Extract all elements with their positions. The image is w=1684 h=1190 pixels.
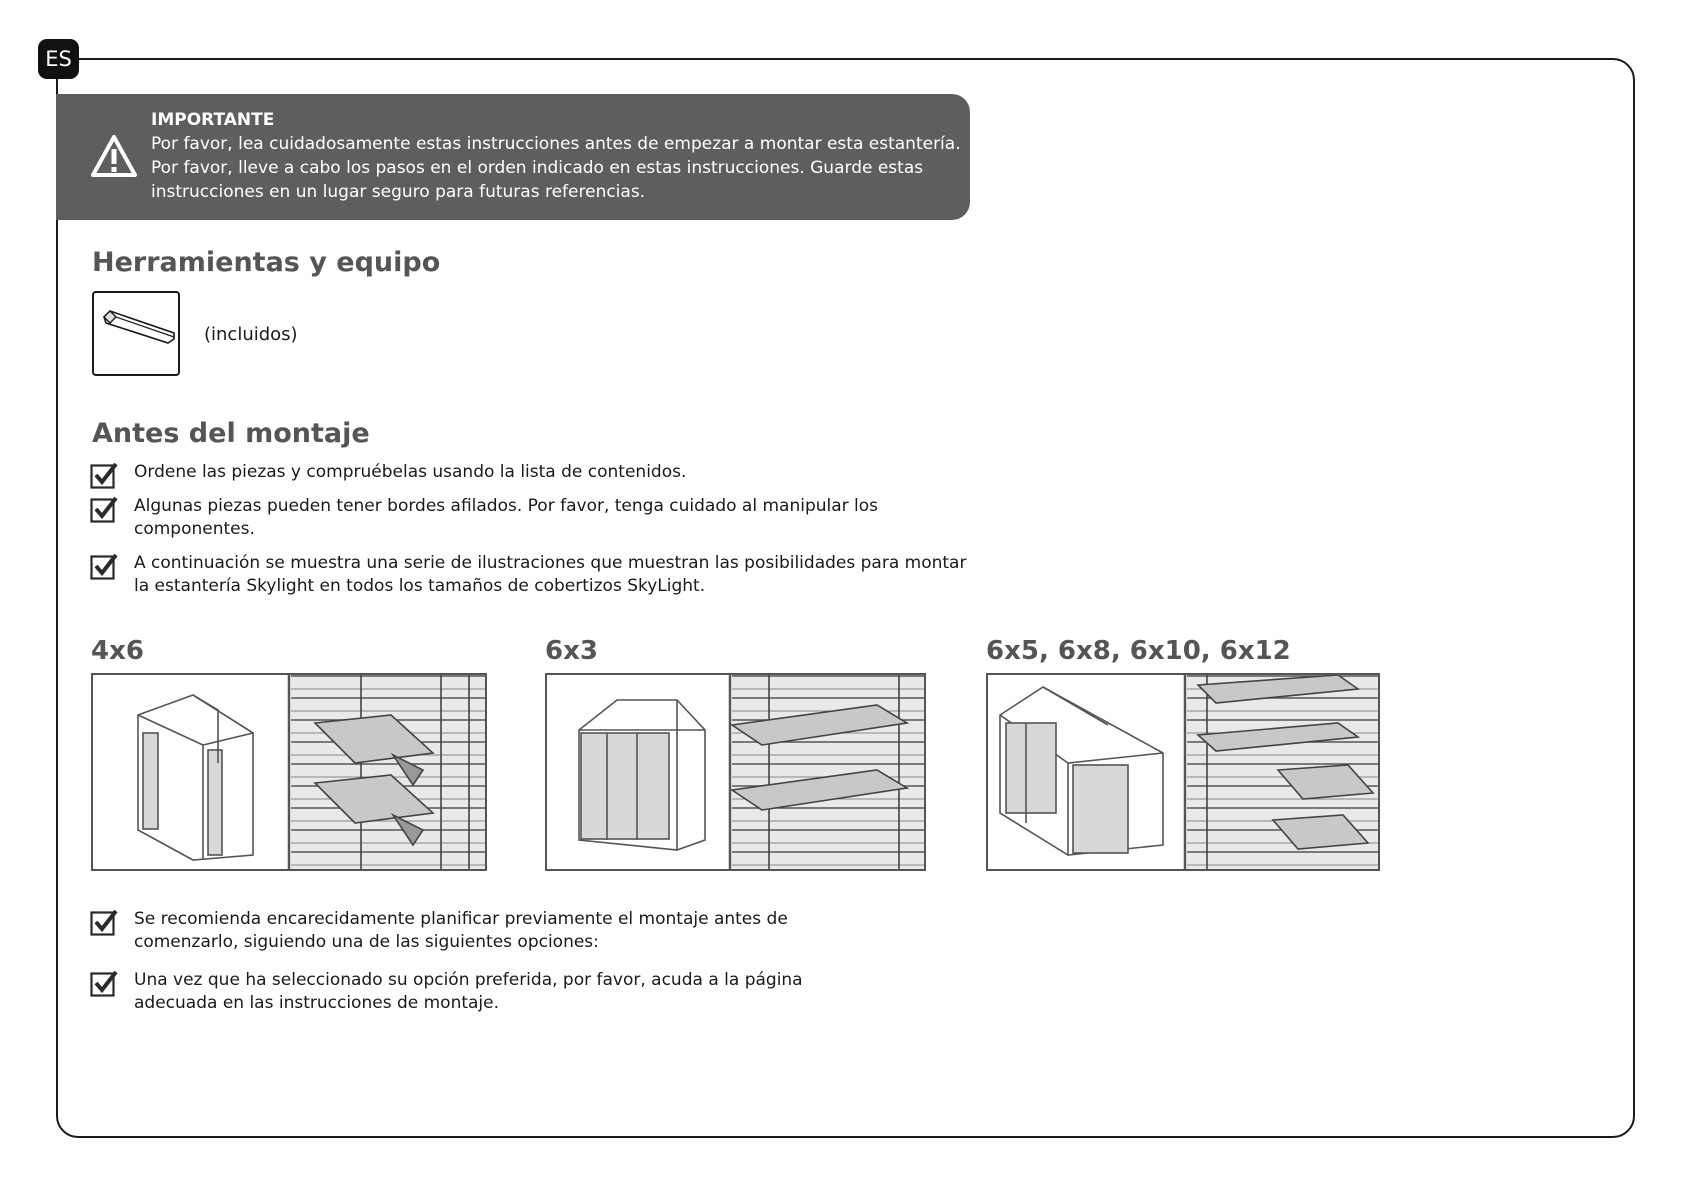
important-banner <box>56 94 970 220</box>
checkbox-icon <box>90 552 118 580</box>
warning-triangle-icon <box>90 134 138 178</box>
tools-label: (incluidos) <box>204 324 298 345</box>
language-tag: ES <box>38 39 79 79</box>
banner-line: Por favor, lleve a cabo los pasos en el orden indicado en estas instrucciones. Guarde estas <box>151 158 924 178</box>
checklist-text: la estantería Skylight en todos los tamaños de cobertizos SkyLight. <box>134 576 706 596</box>
size-label: 6x5, 6x8, 6x10, 6x12 <box>986 636 1291 666</box>
checklist-text: Algunas piezas pueden tener bordes afilados. Por favor, tenga cuidado al manipular los <box>134 496 879 516</box>
shed-illustration-6x5-6x12 <box>986 673 1380 871</box>
banner-line: Por favor, lea cuidadosamente estas instrucciones antes de empezar a montar esta estantería. <box>151 134 961 154</box>
checklist-text: componentes. <box>134 519 255 539</box>
tools-heading: Herramientas y equipo <box>92 247 441 278</box>
checkbox-icon <box>90 908 118 936</box>
shed-drawing <box>93 675 487 871</box>
checklist-text: Ordene las piezas y compruébelas usando la lista de contenidos. <box>134 462 687 482</box>
checkbox-icon <box>90 969 118 997</box>
shed-drawing <box>547 675 926 871</box>
checkbox-icon <box>90 495 118 523</box>
size-label: 6x3 <box>545 636 598 666</box>
checklist-text: adecuada en las instrucciones de montaje. <box>134 993 500 1013</box>
banner-text <box>151 108 961 204</box>
before-heading: Antes del montaje <box>92 418 370 449</box>
size-label: 4x6 <box>91 636 144 666</box>
shed-outline <box>138 695 253 860</box>
hex-key-icon <box>94 293 178 374</box>
banner-title: IMPORTANTE <box>151 110 275 130</box>
shed-drawing <box>988 675 1380 871</box>
checklist-text: comenzarlo, siguiendo una de las siguientes opciones: <box>134 932 599 952</box>
checklist-text: Una vez que ha seleccionado su opción preferida, por favor, acuda a la página <box>134 970 803 990</box>
checklist-text: Se recomienda encarecidamente planificar previamente el montaje antes de <box>134 909 788 929</box>
shed-illustration-6x3 <box>545 673 926 871</box>
shed-illustration-4x6 <box>91 673 487 871</box>
checkbox-icon <box>90 461 118 489</box>
banner-line: instrucciones en un lugar seguro para futuras referencias. <box>151 182 646 202</box>
tool-box <box>92 291 180 376</box>
checklist-text: A continuación se muestra una serie de ilustraciones que muestran las posibilidades para montar <box>134 553 967 573</box>
